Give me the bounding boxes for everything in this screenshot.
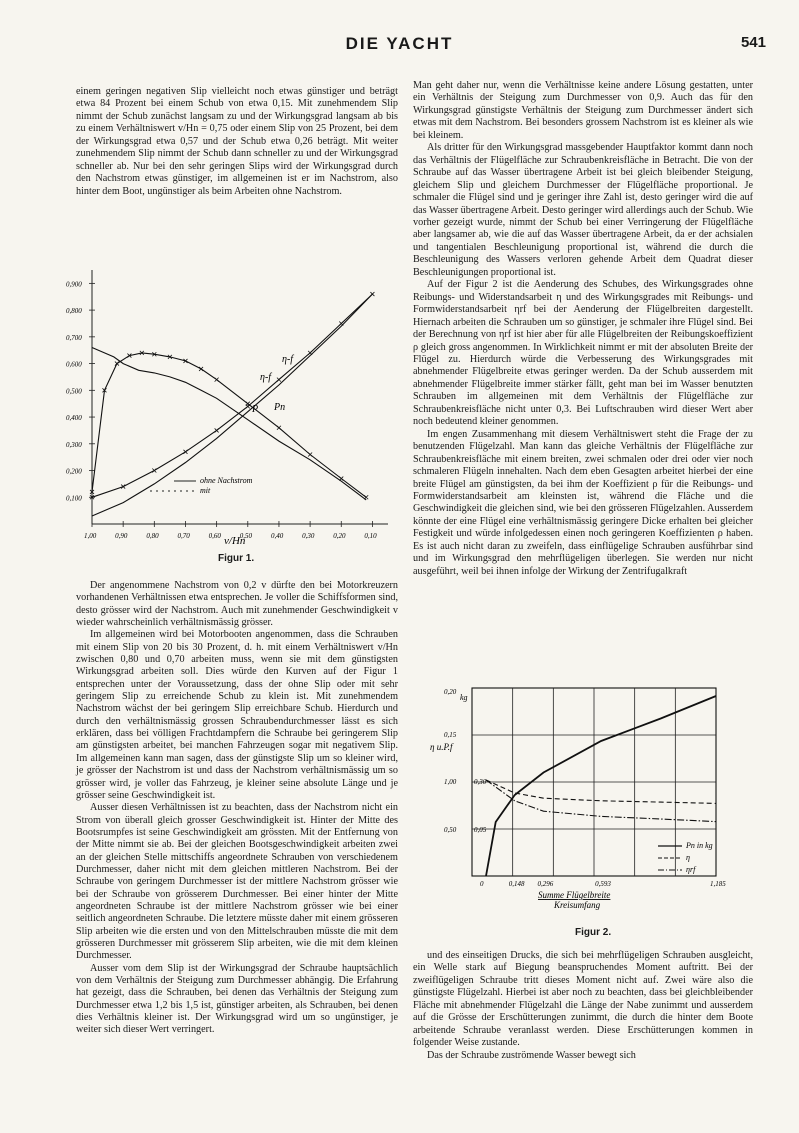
paragraph: und des einseitigen Drucks, die sich bei mehrflügeligen Schrauben ausgleicht, ein Welle stark auf Biegung beanspruchendes Moment auftritt. Bei der zweiflügeligen Schraube tritt dieses Moment nicht auf. Zwei wäre also die günstigste Flügelzahl. Hierbei ist aber noch zu beachten, dass bei gleichbleibender Fläche mit abnehmender Flügelzahl die Länge der Nabe zunimmt und ausserdem auf die Grösse der Erschütterungen zunimmt, die durch die hinter dem Boote arbeitende Schraube veranlasst werden. Diese Erschütterungen kommen in folgender Weise zustande. [413,950,753,1049]
right-column [413,80,753,578]
fig2-grid [472,688,716,876]
fig1-point-marker [277,378,281,382]
right-column-lower [413,950,753,1062]
fig1-curve-label-p: P [252,404,259,415]
fig1-point-marker [339,321,343,325]
paragraph: Auf der Figur 2 ist die Aenderung des Schubes, des Wirkungsgrades ohne Reibungs- und Widerstandsarbeit η und des Wirkungsgrades mit Reibungs- und Formwiderstandsarbeit ηrf bei der Aenderung der Flügelbreiten dargestellt. Hiernach arbeiten die Schrauben um so günstiger, je schmaler ihre Flügel sind. Bei der Berechnung von ηrf ist hier aber für alle Flügelbreiten der Reibungskoeffizient ρ gleich gross angenommen. In Wirklichkeit nimmt er mit der absoluten Breite der Flügel zu. Hierdurch würde die Verbesserung des Wirkungsgrades mit abnehmender Flügelbreite etwas geringer werden. Da der Schub ausserdem mit abnehmender Flügelbreite immer stärker fällt, geht man bei im Wasser benutzten Schrauben im allgemeinen mit dem Verhältnis der Flügelfläche zur Schraubenkreisfläche nicht unter 0,3. Bei Luftschrauben wird dieser Wert aber noch bedeutend kleiner genommen. [413,279,753,428]
fig1-x-tick-label: 0,60 [208,532,221,540]
fig1-point-marker [215,428,219,432]
fig1-point-marker [152,469,156,473]
paragraph: Das der Schraube zuströmende Wasser bewegt sich [427,1049,636,1061]
fig1-point-marker [246,404,250,408]
fig2-x-tick-label: 0,296 [537,880,554,888]
fig1-x-tick-label: 1,00 [84,532,97,540]
fig2-y-tick-label: 0,50 [444,826,457,834]
fig2-x-tick-label: 1,185 [710,880,726,888]
fig2-series-line-2 [486,780,716,822]
fig2-x-tick-label: 0,148 [508,880,525,888]
fig1-grid [89,270,388,527]
fig2-curves [486,696,716,876]
fig2-legend-pn: Pn in kg [686,841,713,850]
fig1-point-marker [339,477,343,481]
figure-2-chart [430,680,740,910]
left-column-lower [76,580,398,1037]
fig1-y-tick-label: 0,100 [66,494,82,503]
fig2-xlabel: Summe Flügelbreite [538,890,611,900]
fig2-y-tick-label: 1,00 [444,778,457,786]
fig1-x-tick-label: 0,80 [146,532,159,540]
fig2-x-tick-label: 0 [480,880,484,888]
fig1-y-tick-label: 0,700 [66,333,82,342]
fig1-x-tick-label: 0,10 [364,532,377,540]
fig1-x-tick-label: 0,30 [302,532,315,540]
fig1-x-tick-label: 0,90 [115,532,128,540]
fig1-curve-label-eta-f: η-f [282,354,294,365]
fig1-point-marker [308,452,312,456]
fig2-y-tick-label-inner: 0,30 [474,778,487,786]
fig2-series-line-1 [486,780,716,803]
fig1-legend-mit: mit [200,486,211,495]
fig1-point-marker [215,378,219,382]
paragraph: Als dritter für den Wirkungsgrad massgebender Hauptfaktor kommt dann noch das Verhältnis der Flügelfläche zur Schraubenkreisfläche in Betracht. Die von der Schraube auf das Wasser übertragene Arbeit ist bei gleich bleibender Steigung, gleichem Slip und gleichem Durchmesser der Flügelfläche proportional. Je schmaler die Flügel sind und je geringer ihre Zahl ist, desto geringer wird die auf das Wasser übertragene Arbeit. Desto geringer wird allerdings auch der Schub. Wie vorher gezeigt wurde, nimmt der Schub bei einer Verringerung der Flügelfläche aber langsamer ab, wie die auf das Wasser übertragene Arbeit, da er der achsialen und tangentialen Beschleunigung proportional ist, während die durch die Beschleunigung des Wassers verloren gehende Arbeit dem Quadrat dieser Beschleunigungen proportional ist. [413,142,753,278]
paragraph: Im engen Zusammenhang mit diesem Verhältniswert steht die Frage der zu benutzenden Flügelzahl. Man kann das gleiche Verhältnis der Flügelfläche zur Schraubenkreisfläche mit einem breiten, zwei schmalen oder drei oder vier noch schmaleren Flügeln innehalten. Nach dem eben Gesagten arbeitet hierbei der eine breite Flügel am günstigsten, da bei ihm der Koeffizient ρ für die Reibungs- und Formwiderstandsarbeit am kleinsten ist, während die Fläche und die Geschwindigkeit die gleichen sind, wie bei den grösseren Flügelzahlen. Ausserdem könnte der eine Flügel eine verhältnismässig geringere Dicke erhalten bei gleicher Festigkeit und würde infolgedessen einen noch geringeren Koeffizienten ρ haben. Es ist auch nicht daran zu zweifeln, dass einflügelige Schrauben ausführbar sind und im Wirkungsgrad den mehrflügeligen überlegen. Sie werden nur nicht ausgeführt, weil bei ihnen infolge der Wirkung der Zentrifugalkraft [413,428,753,577]
paragraph: Man geht daher nur, wenn die Verhältnisse keine andere Lösung gestatten, unter ein Verhältnis der Steigung zum Durchmesser von 0,9. Auch das für den Wirkungsgrad günstigste Verhältnis der Steigung zum Durchmesser ändert sich etwas mit dem Nachstrom. Bei besonders grossem Nachstrom ist es kleiner als wie bei kleinem. [413,80,753,141]
fig1-curve-label-eta-f-mit: η-f [260,372,272,383]
fig2-y-tick-label-inner: 0,05 [474,826,487,834]
figure-1-caption: Figur 1. [218,553,255,564]
fig1-y-tick-label: 0,600 [66,360,82,369]
fig1-series-line-3 [92,294,372,497]
fig1-legend-ohne: ohne Nachstrom [200,476,253,485]
fig2-legend-etarf: ηrf [686,865,696,874]
fig1-point-marker [199,367,203,371]
fig1-curve-label-pn: Pn [274,402,286,413]
fig2-xlabel2: Kreisumfang [554,900,601,910]
fig1-x-tick-label: 0,40 [270,532,284,540]
fig1-y-tick-label: 0,900 [66,280,82,289]
paragraph: Ausser vom dem Slip ist der Wirkungsgrad der Schraube hauptsächlich von dem Verhältnis der Steigung zum Durchmesser abhängig. Die Erfahrung hat gezeigt, dass die Schrauben, bei denen das Verhältnis der Steigung zum Durchmesser etwa 1,2 bis 1,5 ist, günstiger arbeiten, als Schrauben, bei denen dies Verhältnis kleiner ist. Der Wirkungsgrad wird um so ungünstiger, je weiter sich dieser Wert verringert. [76,962,398,1036]
fig1-point-marker [308,351,312,355]
fig1-y-tick-label: 0,400 [66,414,82,423]
paragraph: Ausser diesen Verhältnissen ist zu beachten, dass der Nachstrom nicht ein Strom von überall gleich grosser Geschwindigkeit ist. Hinter der Mitte des Bootsrumpfes ist seine Geschwindigkeit am grössten. Mit der Entfernung von der Mitte nimmt sie ab. Bei der gleichen Bootsgeschwindigkeit arbeiten zwei an der gleichen Stelle mittschiffs angeordnete Schrauben von verschiedenem Durchmesser, daher nicht mit dem gleichen mittleren Nachstrom. Bei der Schraube von geringem Durchmesser ist der mittlere Nachstrom grösser wie bei der Schraube von grösserem Durchmesser. Bei einer hinter der Mitte angeordneten Schraube ist der mittlere Nachstrom grösser wie bei einer seitlich angeordneten Schraube. Die letztere müsste daher mit einem grösseren Slip arbeiten wie die ersten und von den Mittelschrauben müsste die mit dem grösseren Durchmesser mit grösserem Slip arbeiten, wie die mit dem kleinen Durchmesser. [76,802,398,962]
paragraph: Der angenommene Nachstrom von 0,2 v dürfte den bei Motorkreuzern vorhandenen Verhältnissen etwa entsprechen. Je voller die Schiffsformen sind, desto grösser wird der Nachstrom. Auch mit zunehmender Geschwindigkeit v wieder wahrscheinlich verhältnismässig grösser. [76,580,398,629]
fig1-xlabel: v/Hn [224,535,246,547]
fig1-point-marker [370,292,374,296]
fig1-y-tick-label: 0,800 [66,307,82,316]
figure-2-caption: Figur 2. [575,927,612,938]
fig1-x-tick-label: 0,20 [333,532,346,540]
fig1-ticks [66,280,377,540]
figure-1-chart [66,262,396,547]
paragraph: einem geringen negativen Slip vielleicht noch etwas günstiger und beträgt etwa 84 Prozent bei einem Schub von etwa 0,15. Mit zunehmendem Slip nimmt der Schub zunächst langsam zu und der Wirkungsgrad langsam ab bis zu einem Verhältniswert v/Hn = 0,75 oder einem Slip von 25 Prozent, bei dem der Wirkungsgrad etwa 0,57 und der Schub etwa 0,26 beträgt. Mit weiter zunehmendem Slip nimmt der Schub dann schneller zu und der Wirkungsgrad schneller ab. Nur bei den sehr geringen Slips wird der Wirkungsgrad durch den Nachstrom etwas günstiger, im allgemeinen ist er im Nachstrom, also hinter dem Boot, ungünstiger als beim Arbeiten ohne Nachstrom. [76,86,398,197]
fig2-ticks [444,688,726,888]
fig2-y-unit: kg [460,693,468,702]
fig2-ylabel: η u.P.f [430,742,453,752]
fig1-y-tick-label: 0,300 [66,440,82,449]
running-head: DIE YACHT [345,34,454,53]
fig1-y-tick-label: 0,500 [66,387,82,396]
fig1-point-marker [183,450,187,454]
fig1-point-marker [277,426,281,430]
fig2-series-line-0 [486,696,716,876]
fig2-y-tick-label: 0,20 [444,688,457,696]
fig1-x-tick-label: 0,50 [239,532,253,540]
left-column-top [76,86,398,198]
fig1-point-marker [364,495,368,499]
fig1-x-tick-label: 0,70 [177,532,190,540]
page-number: 541 [740,34,766,51]
fig2-x-tick-label: 0,593 [595,880,611,888]
fig2-y-tick-label: 0,15 [444,731,457,739]
paragraph: Im allgemeinen wird bei Motorbooten angenommen, dass die Schrauben mit einem Slip von 20 bis 30 Prozent, d. h. mit einem Verhältniswert v/Hn zwischen 0,80 und 0,70 arbeiten muss, wenn sie mit dem günstigsten Wirkungsgrad arbeiten soll. Dies würde den Kurven auf der Figur 1 entsprechen unter der Voraussetzung, dass der ohne Slip oder mit sehr geringem Slip zu erreichende Schub zu klein ist. Mit zunehmendem Nachstrom wächst der bei geringem Slip erreichbare Schub. Hierdurch und durch den verhältnismässig grossen Schraubendurchmesser lässt es sich erklären, dass bei völligen Frachtdampfern die Schraube bei geringerem Slip am günstigsten arbeitet, bei manchen Fahrzeugen sogar mit negativem Slip. Im allgemeinen kann man sagen, dass der günstigste Slip um so kleiner wird, je grösser der Nachstrom ist und dass der Nachstrom verhältnismässig um so grösser wird, je voller das Fahrzeug, je kleiner seine absolute Länge und je grösser seine Geschwindigkeit ist. [76,629,398,801]
fig2-legend-eta: η [686,853,690,862]
fig1-point-marker [115,362,119,366]
fig1-y-tick-label: 0,200 [66,467,82,476]
